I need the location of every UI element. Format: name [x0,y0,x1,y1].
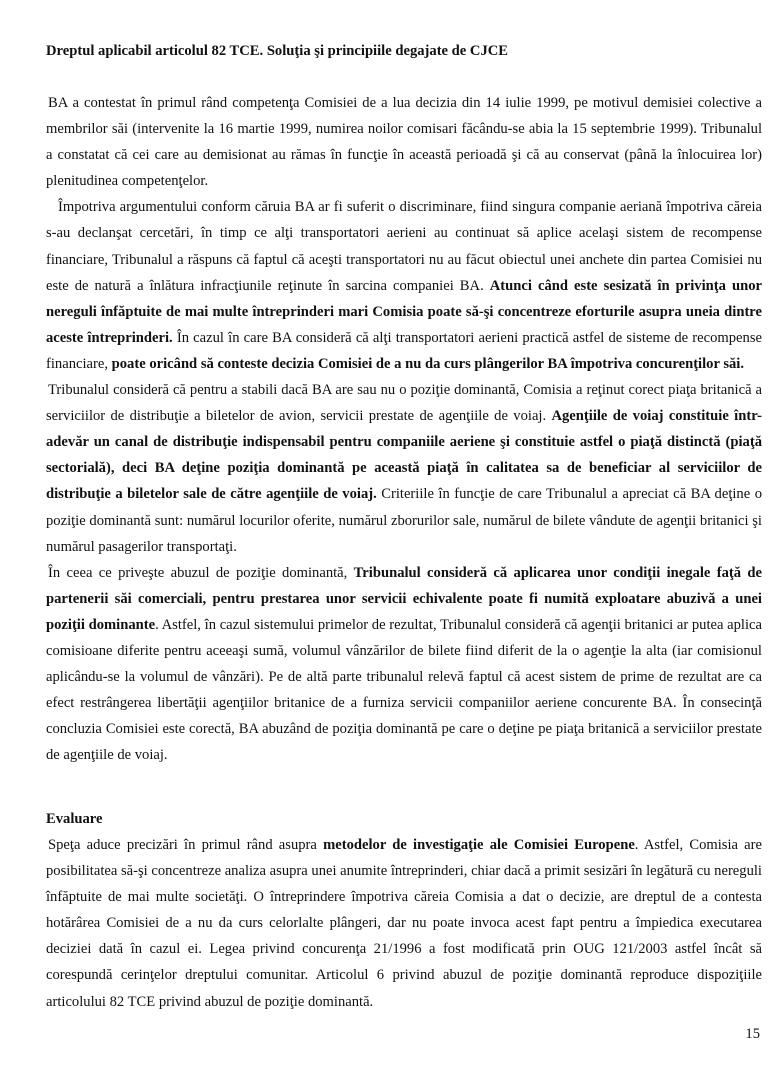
section-applicable-law [46,38,762,768]
text-run: BA a contestat în primul rând competenţa Comisiei de a lua decizia din 14 iulie 1999, pe motivul demisiei colective a membrilor săi (intervenite la 16 martie 1999, numirea noilor comisari făcându-se abia la 15 septembrie 1999). Tribunalul a constatat că cei care au demisionat au rămas în funcţie în această perioadă şi că au conservat (până la înlocuirea lor) plenitudinea competenţelor. [46,95,762,190]
text-run: . Astfel, Comisia are posibilitatea să-şi concentreze analiza asupra unei anumite întreprinderi, chiar dacă a primit sesizări în legătură cu nereguli înfăptuite de mai multe societăţi. O întreprindere împotriva căreia Comisia a dat o decizie, are dreptul de a contesta hotărârea Comisiei de a nu da curs celorlalte plângeri, dar nu poate invoca acest fapt pentru a împiedica executarea deciziei dată în cazul ei. Legea privind concurenţa 21/1996 a fost modificată prin OUG 121/2003 astfel încât să corespundă cerinţelor dreptului comunitar. Articolul 6 privind abuzul de poziţie dominantă reproduce dispoziţiile articolului 82 TCE privind abuzul de poziţie dominantă. [46,837,762,1010]
bold-text-run: poate oricând să conteste decizia Comisiei de a nu da curs plângerilor BA împotriva concurenţilor săi. [111,355,745,372]
text-run: În ceea ce priveşte abuzul de poziţie dominantă, [48,564,354,581]
section-heading: Evaluare [46,811,103,827]
text-run: . Astfel, în cazul sistemului primelor de rezultat, Tribunalul consideră că agenţii britanici ar putea aplica comisioane diferite pentru aceeaşi sumă, volumul vânzărilor de bilete fiind diferit de la o agenţie la alta (iar comisionul aplicându-se la volumul de vânzări). Pe de altă parte tribunalul relevă faptul că acest sistem de prime de rezultat are ca efect restrângerea libertăţii agenţiilor britanice de a furniza servicii companiilor aeriene concurente BA. În consecinţă concluzia Comisiei este corectă, BA abuzând de poziţia dominantă pe care o deţine pe piaţa britanică a serviciilor prestate de agenţiile de voiaj. [46,616,762,764]
paragraph [46,194,762,377]
page-number: 15 [745,1026,760,1042]
text-run: Criteriile în funcţie de care Tribunalul a apreciat că BA deţine o poziţie dominantă sunt: numărul locurilor oferite, numărul zborurilor sale, numărul de bilete vândute de agenţii britanici şi numărul pasagerilor transportaţi. [46,486,762,555]
paragraph [46,377,762,560]
text-run: Speţa aduce precizări în primul rând asupra [48,837,324,853]
paragraph [46,90,762,194]
text-run: În cazul în care BA consideră că alţi transportatori aerieni practică astfel de sisteme de recompense financiare, [46,329,762,372]
bold-text-run: Atunci când este sesizată în privinţa unor nereguli înfăptuite de mai multe întreprinderi mari Comisia poate să-şi concentreze eforturile asupra uneia dintre aceste întreprinderi. [46,277,762,346]
bold-text-run: Tribunalul consideră că aplicarea unor condiţii inegale faţă de partenerii săi comerciali, pentru prestarea unor servicii echivalente poate fi numită exploatare abuzivă a unei poziţii dominante [46,564,763,633]
section-heading: Dreptul aplicabil articolul 82 TCE. Soluţia şi principiile degajate de CJCE [46,43,509,59]
bold-text-run: Agenţiile de voiaj constituie într-adevăr un canal de distribuţie indispensabil pentru companiile aeriene şi constituie astfel o piaţă distinctă (piaţă sectorială), deci BA deţine poziţia dominantă pe această piaţă în calitatea sa de beneficiar al serviciilor de distribuţie a biletelor sale de către agenţiile de voiaj. [46,408,762,503]
section-evaluation [46,806,762,1015]
paragraph [46,560,762,769]
paragraph [46,832,762,1015]
text-run: Împotriva argumentului conform căruia BA ar fi suferit o discriminare, fiind singura companie aeriană împotriva căreia s-au declanşat cercetări, în timp ce alţi transportatori aerieni au continuat să aplice acelaşi sistem de recompense financiare, Tribunalul a răspuns că faptul că aceşti transportatori nu au făcut obiectul unei anchete din partea Comisiei nu este de natură a înlătura infracţiunile reţinute în sarcina companiei BA. [46,199,762,294]
text-run: Tribunalul consideră că pentru a stabili dacă BA are sau nu o poziţie dominantă, Comisia a reţinut corect piaţa britanică a serviciilor de distribuţie a biletelor de avion, servicii prestate de agenţiile de voiaj. [46,382,762,425]
bold-text-run: metodelor de investigaţie ale Comisiei Europene [323,837,635,853]
